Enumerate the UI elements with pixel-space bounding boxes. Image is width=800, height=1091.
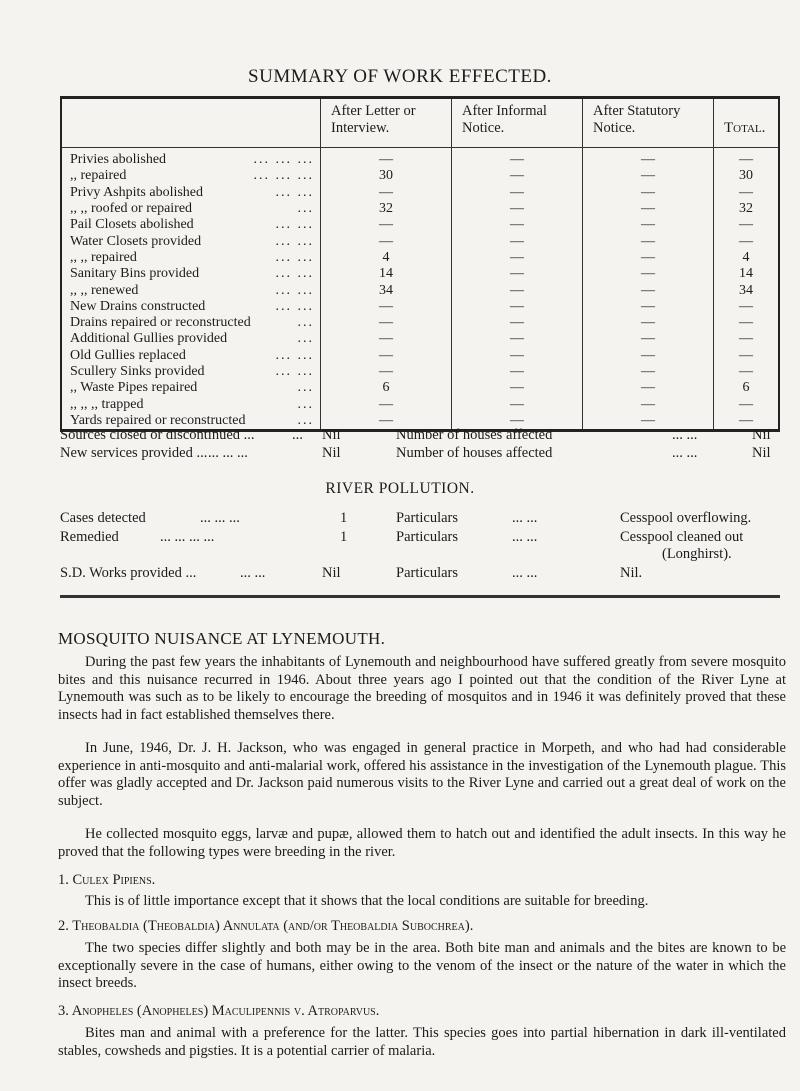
cell-c4: 4 — [714, 250, 780, 266]
cell-c1: 34 — [321, 282, 452, 298]
row-dots: ... ... — [275, 184, 314, 200]
mosquito-paragraph-3: He collected mosquito eggs, larvæ and pupæ, allowed them to hatch out and identified the adult insects. In this way he proved that the following types were breeding in the river. — [58, 826, 786, 860]
river-row-particulars: Particulars — [396, 529, 459, 545]
row-label-cell — [61, 396, 321, 412]
cell-c1: — — [321, 299, 452, 315]
row-label: Scullery Sinks provided — [70, 364, 205, 379]
cell-c3: — — [583, 413, 714, 431]
cell-c3: — — [583, 148, 714, 169]
river-row-remedied — [60, 529, 780, 562]
cell-c4: — — [714, 315, 780, 331]
cell-c4: — — [714, 217, 780, 233]
species-1-text: This is of little importance except that it shows that the local conditions are suitable for breeding. — [85, 893, 649, 909]
cell-c1: — — [321, 217, 452, 233]
cell-c3: — — [583, 233, 714, 249]
row-label-cell — [61, 315, 321, 331]
row-dots: ... — [297, 315, 314, 331]
cell-c1: — — [321, 185, 452, 201]
cell-c2: — — [452, 299, 583, 315]
cell-c4: 34 — [714, 282, 780, 298]
row-label: ,, Waste Pipes repaired — [70, 380, 198, 396]
cell-c4: 30 — [714, 168, 780, 184]
cell-c1: 14 — [321, 266, 452, 282]
new-services-row — [60, 445, 780, 463]
river-row-detail: Cesspool overflowing. — [620, 510, 752, 526]
cell-c2: — — [452, 148, 583, 169]
page-title: SUMMARY OF WORK EFFECTED. — [248, 66, 552, 87]
table-row — [61, 250, 779, 266]
cell-c2: — — [452, 348, 583, 364]
cell-c1: — — [321, 331, 452, 347]
cell-c4: — — [714, 364, 780, 380]
cell-c3: — — [583, 331, 714, 347]
row-label-cell — [61, 201, 321, 217]
cell-c3: — — [583, 380, 714, 396]
cell-c4: — — [714, 185, 780, 201]
new-services-label: New services provided ... — [60, 445, 208, 461]
row-label-cell — [61, 364, 321, 380]
cell-c1: — — [321, 148, 452, 169]
cell-c2: — — [452, 233, 583, 249]
row-dots: ... ... — [275, 217, 314, 233]
row-label: ,, ,, roofed or repaired — [70, 201, 193, 217]
row-label: ,, ,, ,, trapped — [70, 396, 144, 412]
river-row-detail-cont: (Longhirst). — [662, 546, 732, 562]
cell-c4: 14 — [714, 266, 780, 282]
table-row — [61, 168, 779, 184]
row-label: Drains repaired or reconstructed — [70, 315, 251, 331]
river-row-value: 1 — [340, 529, 348, 545]
river-row-detail: Nil. — [620, 565, 643, 581]
row-label: Pail Closets abolished — [70, 217, 194, 233]
row-label-cell — [61, 348, 321, 364]
row-label: New Drains constructed — [70, 298, 206, 314]
cell-c3: — — [583, 396, 714, 412]
table-row — [61, 348, 779, 364]
mosquito-section-title: MOSQUITO NUISANCE AT LYNEMOUTH. — [58, 629, 386, 648]
cell-c1: — — [321, 315, 452, 331]
table-row — [61, 331, 779, 347]
row-label: ,, repaired — [70, 168, 127, 184]
species-2-text: The two species differ slightly and both may be in the area. Both bite man and animals and the bites are known to be exceptionally severe in the case of humans, either owing to the venom of the insect or the nature of the water in which the insect breeds. — [58, 940, 786, 991]
cell-c2: — — [452, 217, 583, 233]
river-row-cases — [60, 510, 780, 528]
row-label-cell — [61, 266, 321, 282]
cell-c4: — — [714, 233, 780, 249]
river-row-particulars: Particulars — [396, 565, 459, 581]
table-row — [61, 185, 779, 201]
row-label-cell — [61, 148, 321, 169]
river-row-pdots: ... ... — [512, 565, 538, 581]
cell-c1: — — [321, 364, 452, 380]
header-item — [61, 98, 321, 148]
cell-c1: 30 — [321, 168, 452, 184]
sources-closed-label: Sources closed or discontinued ... — [60, 427, 255, 443]
row-dots: ... ... — [275, 266, 314, 282]
cell-c1: — — [321, 413, 452, 431]
cell-c4: — — [714, 331, 780, 347]
cell-c2: — — [452, 266, 583, 282]
new-services-dots: ... ... ... — [208, 445, 248, 461]
row-dots: ... ... — [275, 364, 314, 379]
river-row-value: 1 — [340, 510, 348, 526]
sources-closed-value: Nil — [322, 427, 341, 443]
cell-c3: — — [583, 266, 714, 282]
cell-c2: — — [452, 315, 583, 331]
river-row-value: Nil — [322, 565, 341, 581]
row-label-cell — [61, 233, 321, 249]
cell-c4: — — [714, 299, 780, 315]
row-label-cell — [61, 380, 321, 396]
cell-c2: — — [452, 250, 583, 266]
cell-c3: — — [583, 348, 714, 364]
houses-affected-label: Number of houses affected — [396, 427, 553, 443]
river-row-particulars: Particulars — [396, 510, 459, 526]
river-row-detail: Cesspool cleaned out — [620, 529, 744, 545]
cell-c1: — — [321, 348, 452, 364]
table-row — [61, 380, 779, 396]
river-row-pdots: ... ... — [512, 510, 538, 526]
row-label-cell — [61, 168, 321, 184]
cell-c4: — — [714, 413, 780, 431]
cell-c1: — — [321, 396, 452, 412]
row-label-cell — [61, 185, 321, 201]
cell-c1: 4 — [321, 250, 452, 266]
table-row — [61, 233, 779, 249]
cell-c3: — — [583, 282, 714, 298]
cell-c4: 6 — [714, 380, 780, 396]
river-row-dots: ... ... ... ... — [160, 529, 215, 545]
row-dots: ... — [297, 201, 314, 217]
species-2-heading: 2. Theobaldia (Theobaldia) Annulata (and/or Theobaldia Subochrea). — [58, 918, 474, 934]
river-row-pdots: ... ... — [512, 529, 538, 545]
table-row — [61, 148, 779, 169]
cell-c1: 32 — [321, 201, 452, 217]
row-label-cell — [61, 299, 321, 315]
table-row — [61, 364, 779, 380]
river-row-works — [60, 565, 780, 583]
cell-c2: — — [452, 168, 583, 184]
cell-c4: — — [714, 148, 780, 169]
river-row-dots: ... ... ... — [200, 510, 240, 526]
table-row — [61, 201, 779, 217]
new-services-value: Nil — [322, 445, 341, 461]
river-pollution-title: RIVER POLLUTION. — [325, 480, 475, 497]
cell-c2: — — [452, 282, 583, 298]
row-label-cell — [61, 331, 321, 347]
houses-affected-dots: ... ... — [672, 427, 698, 443]
houses-affected-label: Number of houses affected — [396, 445, 553, 461]
cell-c2: — — [452, 364, 583, 380]
sources-closed-row — [60, 427, 780, 445]
river-row-label: Cases detected — [60, 510, 146, 526]
cell-c3: — — [583, 185, 714, 201]
cell-c2: — — [452, 380, 583, 396]
row-dots: ... ... — [275, 347, 314, 363]
houses-affected-value: Nil — [752, 427, 771, 443]
table-row — [61, 299, 779, 315]
cell-c3: — — [583, 201, 714, 217]
cell-c1: 6 — [321, 380, 452, 396]
cell-c2: — — [452, 201, 583, 217]
section-divider — [60, 595, 780, 598]
row-label-cell — [61, 250, 321, 266]
row-label-cell — [61, 282, 321, 298]
row-label: Privies abolished — [70, 152, 167, 168]
cell-c3: — — [583, 315, 714, 331]
row-label: ,, ,, renewed — [70, 282, 139, 298]
row-dots: ... — [297, 380, 314, 396]
row-label: Yards repaired or reconstructed — [70, 412, 246, 428]
row-dots: ... ... ... — [253, 168, 314, 184]
row-label: Water Closets provided — [70, 233, 202, 249]
row-label: Additional Gullies provided — [70, 331, 228, 347]
row-dots: ... ... — [275, 249, 314, 265]
header-letter: After Letter or Interview. — [321, 98, 452, 148]
sources-closed-dots: ... — [292, 427, 303, 443]
river-row-label: S.D. Works provided ... — [60, 565, 197, 581]
houses-affected-dots: ... ... — [672, 445, 698, 461]
cell-c3: — — [583, 299, 714, 315]
row-dots: ... — [297, 396, 314, 412]
cell-c2: — — [452, 331, 583, 347]
cell-c3: — — [583, 217, 714, 233]
cell-c4: 32 — [714, 201, 780, 217]
row-label-cell — [61, 217, 321, 233]
header-total: Total. — [714, 98, 780, 148]
cell-c4: — — [714, 396, 780, 412]
species-3-text: Bites man and animal with a preference for the latter. This species goes into partial hibernation in dark ill-ventilated stables, cowsheds and pigsties. It is a potential carrier of malaria. — [58, 1025, 786, 1059]
cell-c2: — — [452, 185, 583, 201]
river-row-dots: ... ... — [240, 565, 266, 581]
header-informal: After Informal Notice. — [452, 98, 583, 148]
cell-c3: — — [583, 250, 714, 266]
cell-c4: — — [714, 348, 780, 364]
table-row — [61, 396, 779, 412]
cell-c2: — — [452, 396, 583, 412]
cell-c3: — — [583, 364, 714, 380]
table-row — [61, 315, 779, 331]
species-1-heading: 1. Culex Pipiens. — [58, 872, 156, 888]
cell-c2: — — [452, 413, 583, 431]
header-statutory: After Statutory Notice. — [583, 98, 714, 148]
mosquito-paragraph-2: In June, 1946, Dr. J. H. Jackson, who was engaged in general practice in Morpeth, and who had had considerable experience in anti-mosquito and anti-malarial work, offered his assistance in the investigation of the Lynemouth plague. This offer was gladly accepted and Dr. Jackson paid numerous visits to the River Lyne and carried out a great deal of work on the subject. — [58, 740, 786, 809]
row-dots: ... — [297, 412, 314, 428]
row-dots: ... ... — [275, 282, 314, 298]
table-header-row — [61, 98, 779, 148]
row-dots: ... ... ... — [253, 152, 314, 168]
row-label: Privy Ashpits abolished — [70, 184, 204, 200]
table-row — [61, 217, 779, 233]
mosquito-paragraph-1: During the past few years the inhabitants of Lynemouth and neighbourhood have suffered greatly from severe mosquito bites and this nuisance recurred in 1946. About three years ago I pointed out that the condition of the River Lyne at Lynemouth was such as to be likely to encourage the breeding of mosquitos and in 1946 it was definitely proved that these insects had in fact established themselves there. — [58, 654, 786, 723]
table-row — [61, 266, 779, 282]
row-label: Sanitary Bins provided — [70, 266, 200, 282]
row-dots: ... — [297, 331, 314, 347]
table-row — [61, 282, 779, 298]
row-dots: ... ... — [275, 298, 314, 314]
cell-c3: — — [583, 168, 714, 184]
row-dots: ... ... — [275, 233, 314, 249]
row-label: ,, ,, repaired — [70, 249, 137, 265]
river-row-label: Remedied — [60, 529, 119, 545]
cell-c1: — — [321, 233, 452, 249]
work-summary-table — [60, 96, 780, 432]
species-3-heading: 3. Anopheles (Anopheles) Maculipennis v. Atroparvus. — [58, 1003, 380, 1019]
houses-affected-value: Nil — [752, 445, 771, 461]
row-label: Old Gullies replaced — [70, 347, 186, 363]
